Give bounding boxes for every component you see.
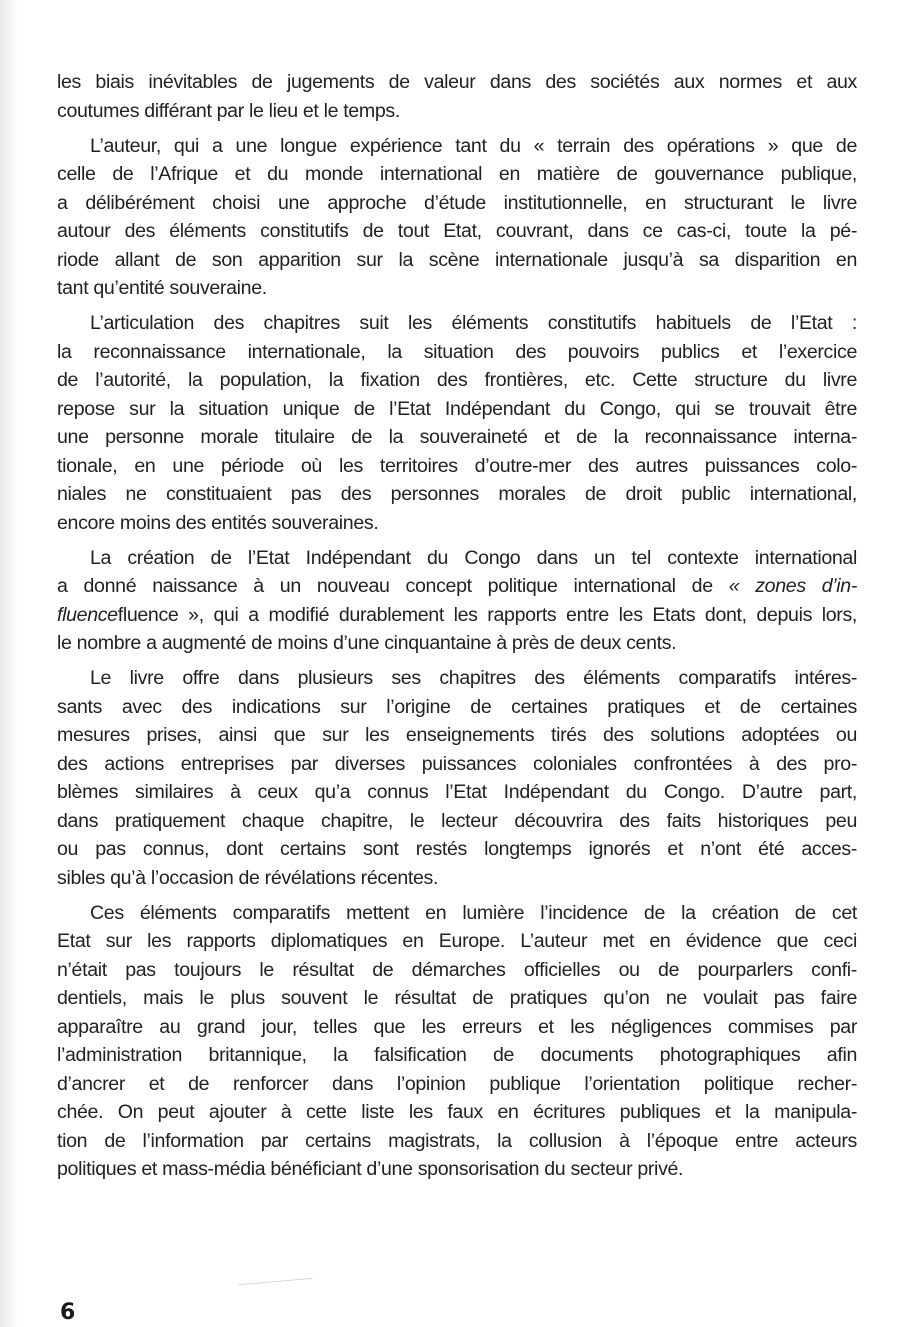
paragraph-continuation [57, 68, 857, 125]
text-line: l’administration britannique, la falsification de documents photographiques afin [57, 1044, 857, 1066]
italic-term: « zones d’in- [728, 575, 858, 597]
paragraph-diplomatic-relations [57, 899, 857, 1184]
text-line: tionale, en une période où les territoires d’outre-mer des autres puissances colo- [57, 454, 857, 477]
text-fragment: fluence », qui a modifié durablement les rapports entre les Etats dont, depuis lors, [117, 603, 857, 626]
text-line: chée. On peut ajouter à cette liste les faux en écritures publiques et la manipula- [57, 1101, 857, 1123]
text-line: la reconnaissance internationale, la situation des pouvoirs publics et l’exercice [57, 340, 857, 363]
paragraph-comparative-elements [57, 664, 857, 892]
text-line: tion de l’information par certains magistrats, la collusion à l’époque entre acteurs [57, 1129, 857, 1152]
text-line: dentiels, mais le plus souvent le résultat de pratiques qu’on ne voulait pas faire [57, 987, 857, 1009]
text-line [57, 601, 857, 630]
text-line: encore moins des entités souveraines. [57, 511, 379, 534]
body-text [57, 68, 857, 1190]
text-line: riode allant de son apparition sur la scène internationale jusqu’à sa disparition en [57, 248, 857, 271]
text-line: L’auteur, qui a une longue expérience tant du « terrain des opérations » que de [90, 134, 857, 157]
page-number: 6 [60, 1300, 76, 1325]
text-line: une personne morale titulaire de la souveraineté et de la reconnaissance interna- [57, 426, 857, 448]
text-line: des actions entreprises par diverses puissances coloniales confrontées à des pro- [57, 752, 857, 775]
page-gutter-shadow [0, 0, 18, 1327]
text-line: L’articulation des chapitres suit les éléments constitutifs habituels de l’Etat : [90, 312, 857, 334]
text-line: La création de l’Etat Indépendant du Congo dans un tel contexte international [90, 546, 857, 569]
text-line: coutumes différant par le lieu et le temps. [57, 99, 400, 122]
paragraph-chapter-structure [57, 309, 857, 537]
text-line: de l’autorité, la population, la fixation des frontières, etc. Cette structure du livre [57, 369, 857, 391]
text-line: Ces éléments comparatifs mettent en lumière l’incidence de la création de cet [90, 901, 857, 924]
text-line: Etat sur les rapports diplomatiques en Europe. L’auteur met en évidence que ceci [57, 930, 857, 952]
paragraph-author-approach [57, 132, 857, 303]
text-line: apparaître au grand jour, telles que les erreurs et les négligences commises par [57, 1015, 857, 1038]
text-line: le nombre a augmenté de moins d’une cinquantaine à près de deux cents. [57, 632, 677, 654]
text-line: repose sur la situation unique de l’Etat Indépendant du Congo, qui se trouvait être [57, 397, 857, 420]
text-line: n’était pas toujours le résultat de démarches officielles ou de pourparlers confi- [57, 958, 857, 981]
text-line: tant qu’entité souveraine. [57, 277, 267, 299]
text-line: Le livre offre dans plusieurs ses chapitres des éléments comparatifs intéres- [90, 667, 857, 689]
text-line: les biais inévitables de jugements de valeur dans des sociétés aux normes et aux [57, 71, 857, 93]
text-line: sibles qu’à l’occasion de révélations récentes. [57, 866, 439, 889]
text-line: d’ancrer et de renforcer dans l’opinion publique l’orientation politique recher- [57, 1072, 857, 1095]
italic-term: fluence [57, 603, 118, 626]
text-line: ou pas connus, dont certains sont restés longtemps ignorés et n’ont été acces- [57, 838, 857, 860]
text-line: blèmes similaires à ceux qu’a connus l’Etat Indépendant du Congo. D’autre part, [57, 781, 857, 803]
text-line: celle de l’Afrique et du monde international en matière de gouvernance publique, [57, 163, 857, 185]
text-line: dans pratiquement chaque chapitre, le lecteur découvrira des faits historiques peu [57, 809, 857, 832]
text-line: sants avec des indications sur l’origine de certaines pratiques et de certaines [57, 695, 857, 718]
text-line: niales ne constituaient pas des personnes morales de droit public international, [57, 483, 857, 505]
paragraph-zones-influence [57, 544, 857, 658]
text-line: mesures prises, ainsi que sur les enseignements tirés des solutions adoptées ou [57, 724, 857, 746]
text-fragment: a donné naissance à un nouveau concept politique international de [57, 575, 729, 597]
scan-artifact [238, 1278, 313, 1286]
text-line: politiques et mass-média bénéficiant d’une sponsorisation du secteur privé. [57, 1158, 684, 1180]
text-line [57, 572, 857, 601]
text-line: a délibérément choisi une approche d’étude institutionnelle, en structurant le livre [57, 191, 857, 214]
text-line: autour des éléments constitutifs de tout Etat, couvrant, dans ce cas-ci, toute la pé- [57, 220, 857, 242]
